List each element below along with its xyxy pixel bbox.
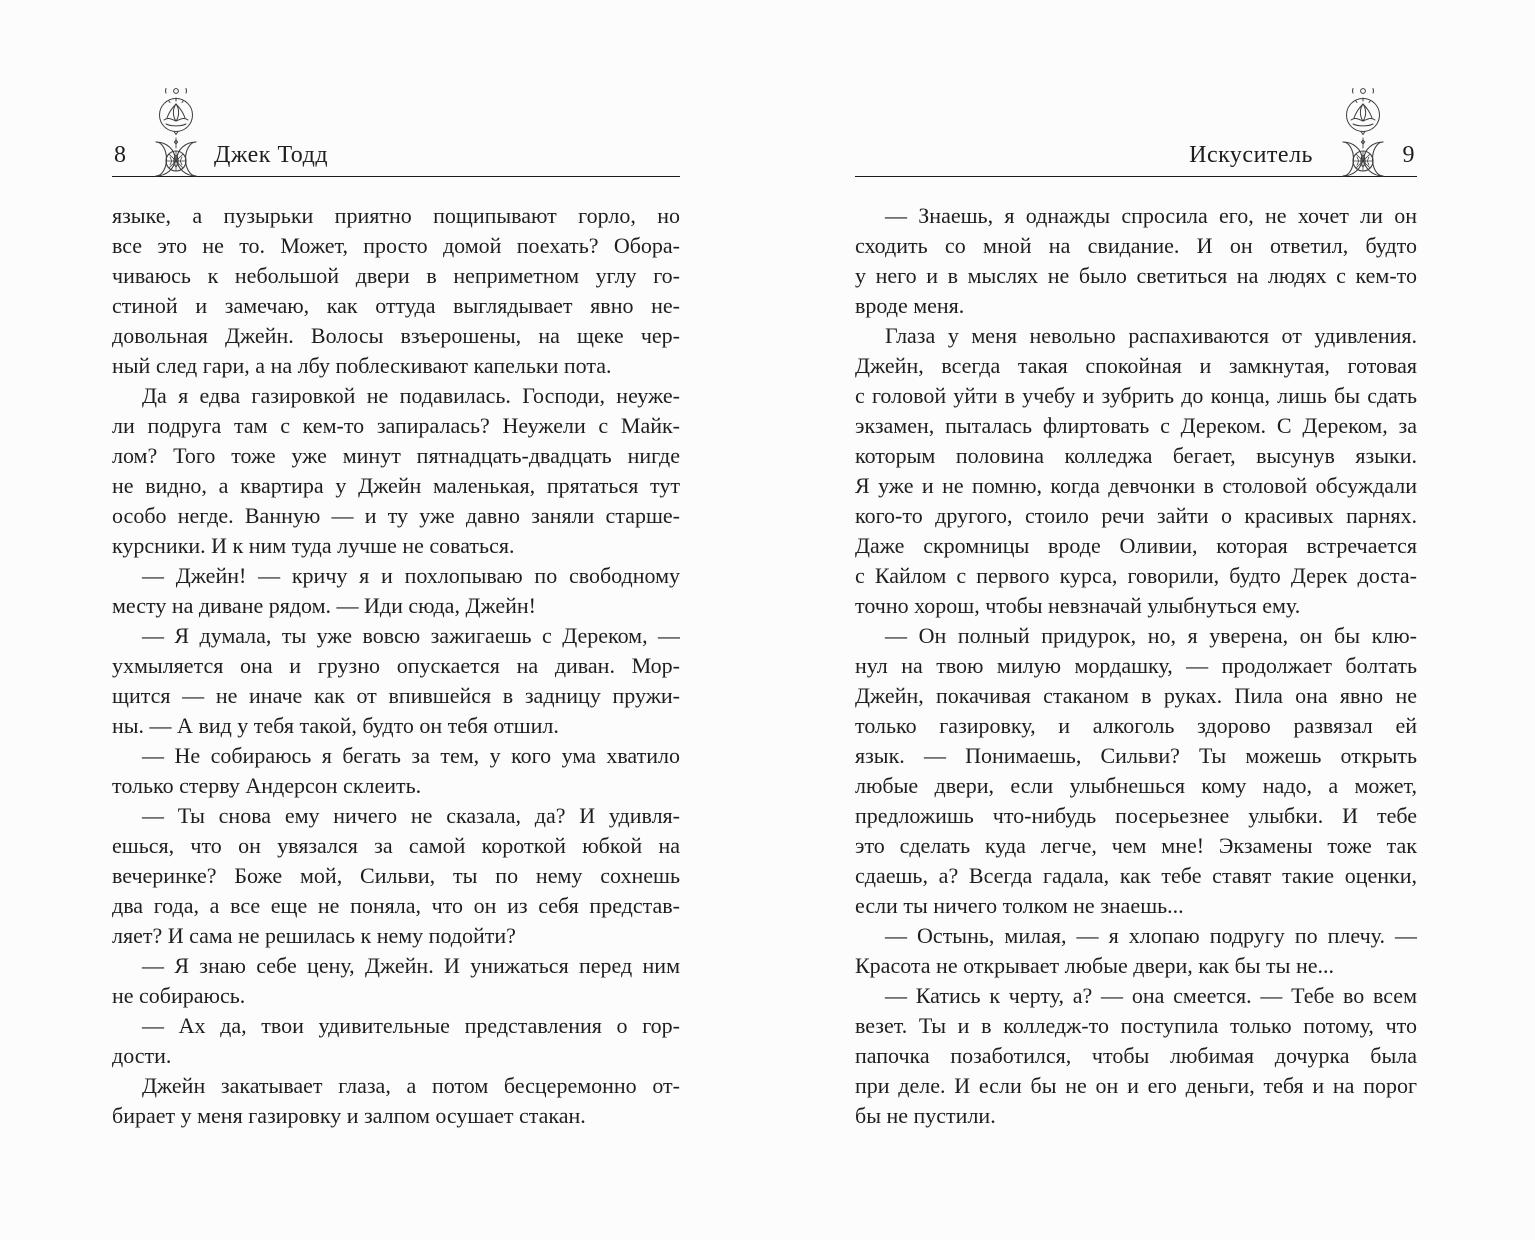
- text-line: — Знаешь, я однажды спросила его, не хочет ли он: [885, 203, 1417, 228]
- paragraph: [112, 201, 680, 381]
- paragraph: [855, 201, 1417, 321]
- text-line: — Ты снова ему ничего не сказала, да? И удивля-: [142, 803, 680, 828]
- text-line: предложишь что-нибудь посерьезнее улыбки. И тебе: [855, 803, 1417, 828]
- text-line: — Я знаю себе цену, Джейн. И унижаться перед ним: [142, 953, 680, 978]
- text-line: сдаешь, а? Всегда гадала, как тебе ставят такие оценки,: [855, 863, 1417, 888]
- text-line: — Остынь, милая, — я хлопаю подругу по плечу. —: [885, 923, 1417, 948]
- paragraph: [112, 1011, 680, 1071]
- text-line: Да я едва газировкой не подавилась. Господи, неуже-: [142, 383, 680, 408]
- text-line: Глаза у меня невольно распахиваются от удивления.: [885, 323, 1417, 348]
- text-line: любые двери, если улыбнешься кому надо, а может,: [855, 773, 1417, 798]
- text-line: Даже скромницы вроде Оливии, которая встречается: [855, 533, 1417, 558]
- text-line: вроде меня.: [855, 293, 965, 318]
- text-line: ухмыляется она и грузно опускается на диван. Мор-: [112, 653, 680, 678]
- paragraph: [112, 741, 680, 801]
- paragraph: [112, 1071, 680, 1131]
- text-line: это сделать куда легче, чем мне! Экзамены тоже так: [855, 833, 1417, 858]
- paragraph: [112, 621, 680, 741]
- right-page: [855, 0, 1417, 1131]
- text-line: бирает у меня газировку и залпом осушает стакан.: [112, 1103, 586, 1128]
- right-header-ornament: [1331, 87, 1395, 179]
- text-line: месту на диване рядом. — Иди сюда, Джейн!: [112, 593, 536, 618]
- left-page-number: 8: [114, 142, 127, 168]
- left-running-title: Джек Тодд: [214, 142, 329, 168]
- paragraph: [855, 621, 1417, 921]
- text-line: экзамен, пыталась флиртовать с Дереком. С Дереком, за: [855, 413, 1417, 438]
- text-line: везет. Ты и в колледж-то поступила только потому, что: [855, 1013, 1417, 1038]
- text-line: у него и в мыслях не было светиться на людях с кем-то: [855, 263, 1417, 288]
- text-line: — Не собираюсь я бегать за тем, у кого ума хватило: [142, 743, 680, 768]
- left-running-head: [112, 0, 680, 177]
- text-line: не видно, а квартира у Джейн маленькая, прятаться тут: [112, 473, 680, 498]
- text-line: с головой уйти в учебу и зубрить до конца, лишь бы сдать: [855, 383, 1417, 408]
- text-line: если ты ничего толком не знаешь...: [855, 893, 1184, 918]
- text-line: довольная Джейн. Волосы взъерошены, на щеке чер-: [112, 323, 680, 348]
- text-line: только газировку, и алкоголь здорово развязал ей: [855, 713, 1417, 738]
- text-line: — Ах да, твои удивительные представления о гор-: [142, 1013, 680, 1038]
- text-line: бы не пустили.: [855, 1103, 996, 1128]
- paragraph: [112, 801, 680, 951]
- right-running-head: [855, 0, 1417, 177]
- left-header-ornament: [144, 87, 208, 179]
- text-line: — Джейн! — кричу я и похлопываю по свободному: [142, 563, 680, 588]
- paragraph: [112, 951, 680, 1011]
- lotus-circle-emblem-icon: [1340, 87, 1386, 135]
- triple-moon-icon: [1331, 137, 1395, 179]
- text-line: Джейн, всегда такая спокойная и замкнутая, готовая: [855, 353, 1417, 378]
- text-line: чиваюсь к небольшой двери в неприметном углу го-: [112, 263, 680, 288]
- text-line: Джейн, покачивая стаканом в руках. Пила она явно не: [855, 683, 1417, 708]
- text-line: ный след гари, а на лбу поблескивают капельки пота.: [112, 353, 612, 378]
- text-line: не собираюсь.: [112, 983, 246, 1008]
- text-line: язык. — Понимаешь, Сильви? Ты можешь открыть: [855, 743, 1417, 768]
- paragraph: [855, 981, 1417, 1131]
- text-line: лом? Того тоже уже минут пятнадцать-двадцать нигде: [112, 443, 680, 468]
- text-line: ны. — А вид у тебя такой, будто он тебя отшил.: [112, 713, 559, 738]
- text-line: — Я думала, ты уже вовсю зажигаешь с Дереком, —: [142, 623, 680, 648]
- paragraph: [855, 321, 1417, 621]
- text-line: дости.: [112, 1043, 172, 1068]
- text-line: папочка позаботился, чтобы любимая дочурка была: [855, 1043, 1417, 1068]
- text-line: — Катись к черту, а? — она смеется. — Тебе во всем: [885, 983, 1417, 1008]
- text-line: нул на твою милую мордашку, — продолжает болтать: [855, 653, 1417, 678]
- text-line: которым половина колледжа бегает, высунув языки.: [855, 443, 1417, 468]
- text-line: все это не то. Может, просто домой поехать? Обора-: [112, 233, 680, 258]
- text-line: точно хорош, чтобы невзначай улыбнуться ему.: [855, 593, 1301, 618]
- paragraph: [112, 561, 680, 621]
- text-line: Красота не открывает любые двери, как бы ты не...: [855, 953, 1334, 978]
- paragraph: [855, 921, 1417, 981]
- text-line: только стерву Андерсон склеить.: [112, 773, 422, 798]
- text-line: вечеринке? Боже мой, Сильви, ты по нему сохнешь: [112, 863, 680, 888]
- right-body-text: [855, 201, 1417, 1131]
- text-line: сходить со мной на свидание. И он ответил, будто: [855, 233, 1417, 258]
- left-body-text: [112, 201, 680, 1131]
- text-line: ляет? И сама не решилась к нему подойти?: [112, 923, 516, 948]
- text-line: ли подруга там с кем-то запиралась? Неужели с Майк-: [112, 413, 680, 438]
- text-line: при деле. И если бы не он и его деньги, тебя и на порог: [855, 1073, 1417, 1098]
- text-line: стиной и замечаю, как оттуда выглядывает явно не-: [112, 293, 680, 318]
- text-line: с Кайлом с первого курса, говорили, будто Дерек доста-: [855, 563, 1417, 588]
- text-line: — Он полный придурок, но, я уверена, он бы клю-: [885, 623, 1417, 648]
- right-running-title: Искуситель: [1189, 142, 1313, 168]
- text-line: щится — не иначе как от впившейся в задницу пружи-: [112, 683, 680, 708]
- text-line: кого-то другого, стоило речи зайти о красивых парнях.: [855, 503, 1417, 528]
- text-line: Я уже и не помню, когда девчонки в столовой обсуждали: [855, 473, 1417, 498]
- text-line: Джейн закатывает глаза, а потом бесцеремонно от-: [142, 1073, 680, 1098]
- paragraph: [112, 381, 680, 561]
- right-page-number: 9: [1402, 142, 1415, 168]
- triple-moon-icon: [144, 137, 208, 179]
- text-line: особо негде. Ванную — и ту уже давно заняли старше-: [112, 503, 680, 528]
- text-line: языке, а пузырьки приятно пощипывают горло, но: [112, 203, 680, 228]
- text-line: два года, а все еще не поняла, что он из себя представ-: [112, 893, 680, 918]
- text-line: ешься, что он увязался за самой короткой юбкой на: [112, 833, 680, 858]
- text-line: курсники. И к ним туда лучше не соваться.: [112, 533, 515, 558]
- lotus-circle-emblem-icon: [153, 87, 199, 135]
- left-page: [112, 0, 680, 1131]
